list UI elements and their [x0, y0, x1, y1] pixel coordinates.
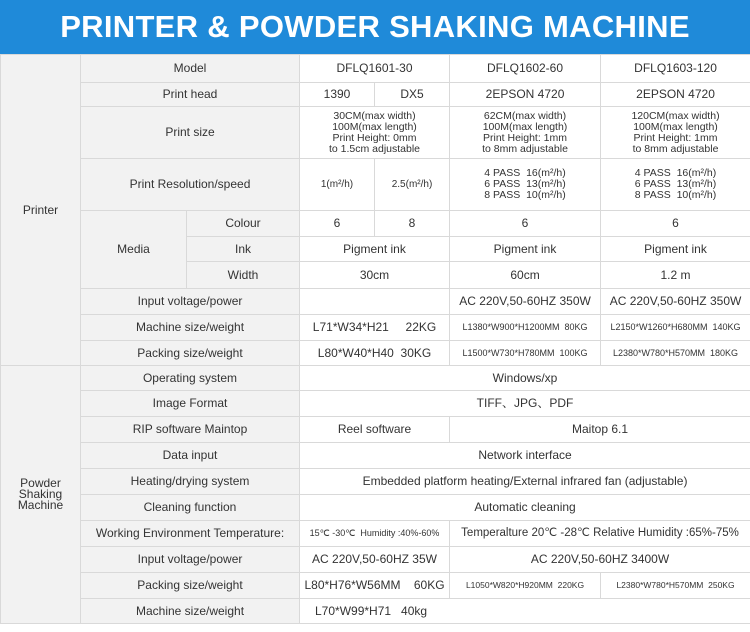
label-resolution: Print Resolution/speed [81, 159, 300, 211]
row-cleaning [1, 495, 750, 521]
resolution-1a: 1(m²/h) [300, 159, 375, 211]
label-width: Width [187, 262, 300, 289]
cleaning-value: Automatic cleaning [300, 495, 750, 521]
heating-value: Embedded platform heating/External infrared fan (adjustable) [300, 469, 750, 495]
row-model [1, 55, 750, 83]
packing-size-2: L1500*W730*H780MM 100KG [450, 341, 601, 366]
operating-system-value: Windows/xp [300, 366, 750, 391]
model-3: DFLQ1603-120 [601, 55, 750, 83]
width-1: 30cm [300, 262, 450, 289]
label-input-voltage: Input voltage/power [81, 289, 300, 315]
print-size-1-text: 30CM(max width) 100M(max length) Print Height: 0mm to 1.5cm adjustable [328, 109, 421, 155]
print-head-2: 2EPSON 4720 [450, 83, 601, 107]
input-voltage-3: AC 220V,50-60HZ 350W [601, 289, 750, 315]
label-colour: Colour [187, 211, 300, 237]
print-head-1b: DX5 [375, 83, 450, 107]
label-data-input: Data input [81, 443, 300, 469]
width-3: 1.2 m [601, 262, 750, 289]
row-ps-input-voltage [1, 547, 750, 573]
label-machine-size: Machine size/weight [81, 315, 300, 341]
ps-input-voltage-1: AC 220V,50-60HZ 35W [300, 547, 450, 573]
label-ink: Ink [187, 237, 300, 262]
print-head-3: 2EPSON 4720 [601, 83, 750, 107]
row-colour [1, 211, 750, 237]
label-heating: Heating/drying system [81, 469, 300, 495]
section-media: Media [81, 211, 187, 289]
rip-software-2: Maitop 6.1 [450, 417, 750, 443]
colour-3: 6 [601, 211, 750, 237]
model-1: DFLQ1601-30 [300, 55, 450, 83]
input-voltage-2: AC 220V,50-60HZ 350W [450, 289, 601, 315]
row-data-input [1, 443, 750, 469]
ink-2: Pigment ink [450, 237, 601, 262]
print-size-3-text: 120CM(max width) 100M(max length) Print Height: 1mm to 8mm adjustable [631, 109, 720, 155]
label-operating-system: Operating system [81, 366, 300, 391]
machine-size-1: L71*W34*H21 22KG [300, 315, 450, 341]
ps-packing-size-2: L1050*W820*H920MM 220KG [450, 573, 601, 599]
label-packing-size: Packing size/weight [81, 341, 300, 366]
row-print-head [1, 83, 750, 107]
ps-input-voltage-2: AC 220V,50-60HZ 3400W [450, 547, 750, 573]
ps-machine-size-value: L70*W99*H71 40kg [300, 599, 750, 624]
model-2: DFLQ1602-60 [450, 55, 601, 83]
label-image-format: Image Format [81, 391, 300, 417]
row-ps-packing-size [1, 573, 750, 599]
section-powder-text: Powder Shaking Machine [17, 476, 64, 512]
working-env-2: Temperalture 20℃ -28℃ Relative Humidity :65%-75% [450, 521, 750, 547]
print-head-1a: 1390 [300, 83, 375, 107]
row-resolution [1, 159, 750, 211]
row-rip-software [1, 417, 750, 443]
ps-packing-size-3: L2380*W780*H570MM 250KG [601, 573, 750, 599]
row-working-env [1, 521, 750, 547]
ps-packing-size-1: L80*H76*W56MM 60KG [300, 573, 450, 599]
row-heating [1, 469, 750, 495]
label-working-env: Working Environment Temperature: [81, 521, 300, 547]
working-env-1: 15℃ -30℃ Humidity :40%-60% [300, 521, 450, 547]
label-print-size: Print size [81, 107, 300, 159]
ink-3: Pigment ink [601, 237, 750, 262]
label-model: Model [81, 55, 300, 83]
resolution-2 [450, 159, 601, 211]
rip-software-1: Reel software [300, 417, 450, 443]
packing-size-3: L2380*W780*H570MM 180KG [601, 341, 750, 366]
label-print-head: Print head [81, 83, 300, 107]
label-ps-packing-size: Packing size/weight [81, 573, 300, 599]
machine-size-2: L1380*W900*H1200MM 80KG [450, 315, 601, 341]
image-format-value: TIFF、JPG、PDF [300, 391, 750, 417]
section-printer: Printer [1, 55, 81, 366]
print-size-1 [300, 107, 450, 159]
resolution-3-text: 4 PASS 16(m²/h) 6 PASS 13(m²/h) 8 PASS 10(m²/h) [634, 167, 717, 201]
spec-table [0, 54, 750, 624]
label-cleaning: Cleaning function [81, 495, 300, 521]
input-voltage-1 [300, 289, 450, 315]
colour-2: 6 [450, 211, 601, 237]
packing-size-1: L80*W40*H40 30KG [300, 341, 450, 366]
row-machine-size [1, 315, 750, 341]
resolution-3 [601, 159, 750, 211]
row-input-voltage [1, 289, 750, 315]
resolution-1b: 2.5(m²/h) [375, 159, 450, 211]
label-ps-machine-size: Machine size/weight [81, 599, 300, 624]
label-ps-input-voltage: Input voltage/power [81, 547, 300, 573]
row-image-format [1, 391, 750, 417]
data-input-value: Network interface [300, 443, 750, 469]
row-operating-system [1, 366, 750, 391]
ink-1: Pigment ink [300, 237, 450, 262]
row-packing-size [1, 341, 750, 366]
row-print-size [1, 107, 750, 159]
label-rip-software: RIP software Maintop [81, 417, 300, 443]
section-powder [1, 366, 81, 624]
colour-1a: 6 [300, 211, 375, 237]
print-size-2-text: 62CM(max width) 100M(max length) Print Height: 1mm to 8mm adjustable [482, 109, 568, 155]
width-2: 60cm [450, 262, 601, 289]
machine-size-3: L2150*W1260*H680MM 140KG [601, 315, 750, 341]
page-title: PRINTER & POWDER SHAKING MACHINE [0, 0, 750, 54]
resolution-2-text: 4 PASS 16(m²/h) 6 PASS 13(m²/h) 8 PASS 10(m²/h) [484, 167, 566, 201]
print-size-3 [601, 107, 750, 159]
colour-1b: 8 [375, 211, 450, 237]
row-ps-machine-size [1, 599, 750, 624]
print-size-2 [450, 107, 601, 159]
